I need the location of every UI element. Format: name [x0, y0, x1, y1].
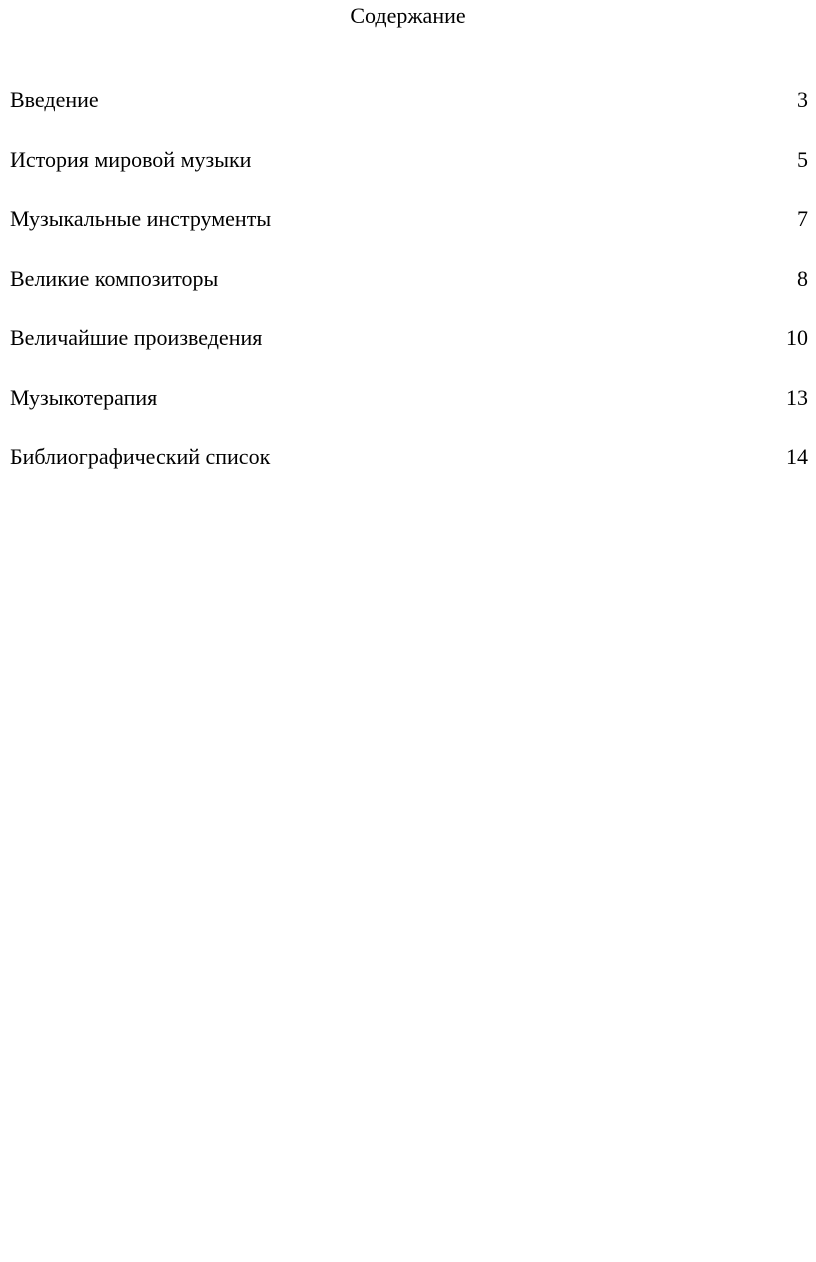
toc-entry-page-number: 7 — [797, 206, 808, 231]
toc-entry-title: История мировой музыки — [10, 146, 252, 172]
page-title: Содержание — [350, 3, 466, 28]
toc-entry-title: Музыкотерапия — [10, 384, 158, 410]
toc-entry-page-number: 8 — [797, 265, 808, 291]
toc-entry-title: Величайшие произведения — [10, 325, 263, 350]
toc-entry-page-number: 5 — [797, 146, 808, 172]
toc-entry-title: Введение — [10, 87, 99, 112]
toc-entry — [10, 205, 808, 265]
toc-entry-page-number: 10 — [786, 325, 808, 350]
toc-entry — [10, 324, 808, 384]
toc-entry — [10, 384, 808, 444]
toc-entry-page-number: 13 — [786, 384, 808, 410]
toc-entry-title: Библиографический список — [10, 444, 271, 469]
table-of-contents — [10, 86, 808, 503]
toc-entry — [10, 146, 808, 206]
toc-entry — [10, 265, 808, 325]
toc-entry — [10, 86, 808, 146]
toc-entry-title: Великие композиторы — [10, 265, 219, 291]
toc-entry — [10, 443, 808, 503]
toc-entry-title: Музыкальные инструменты — [10, 206, 272, 231]
toc-entry-page-number: 3 — [797, 87, 808, 112]
toc-entry-page-number: 14 — [786, 444, 808, 469]
